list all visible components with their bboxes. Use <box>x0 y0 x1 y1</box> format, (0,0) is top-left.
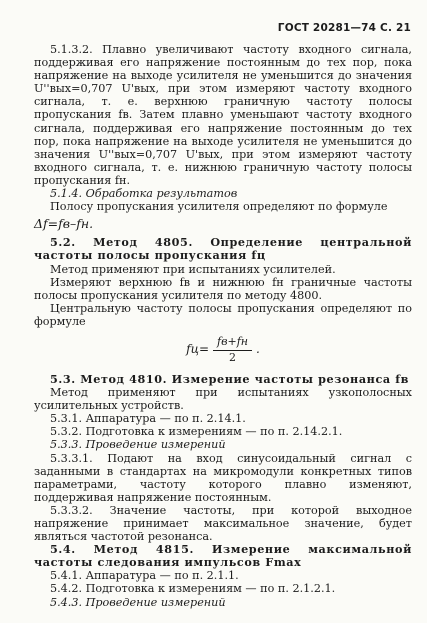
formula-denominator: 2 <box>229 350 237 364</box>
heading-5-4-3: 5.4.3. Проведение измерений <box>50 595 226 609</box>
heading-5-2: 5.2. Метод 4805. Определение центральной частоты полосы пропускания fц <box>34 235 412 263</box>
formula-bandwidth: Δf=fв–fн. <box>34 216 94 232</box>
heading-5-4: 5.4. Метод 4815. Измерение максимальной частоты следования импульсов Fmax <box>34 542 412 570</box>
paragraph-5-3-2: 5.3.2. Подготовка к измерениям — по п. 2.14.2.1. <box>50 425 343 439</box>
page-header: ГОСТ 20281—74 С. 21 <box>277 22 411 34</box>
paragraph-5-4-1: 5.4.1. Аппаратура — по п. 2.1.1. <box>50 569 239 583</box>
formula-fraction <box>213 335 252 365</box>
paragraph-bandwidth-formula-intro: Полосу пропускания усилителя определяют по формуле <box>50 200 388 214</box>
heading-5-3-3: 5.3.3. Проведение измерений <box>50 438 226 452</box>
paragraph-5-3-3-2: 5.3.3.2. Значение частоты, при которой выходное напряжение принимает максимальное значение, будет являться частотой резонанса. <box>34 503 412 544</box>
paragraph-5-2-usage: Метод применяют при испытаниях усилителей. <box>50 262 336 276</box>
heading-5-3: 5.3. Метод 4810. Измерение частоты резонанса fв <box>50 371 410 386</box>
paragraph-5-2-formula-intro: Центральную частоту полосы пропускания определяют по формуле <box>34 301 412 328</box>
paragraph-5-3-3-1: 5.3.3.1. Подают на вход синусоидальный сигнал с заданными в стандартах на микромодули конкретных типов параметрами, частоту которого плавно изменяют, поддерживая напряжение постоянным. <box>34 451 412 504</box>
formula-numerator: fв+fн <box>213 335 252 351</box>
paragraph-5-4-2: 5.4.2. Подготовка к измерениям — по п. 2.1.2.1. <box>50 582 336 596</box>
paragraph-5-1-3-2: 5.1.3.2. Плавно увеличивают частоту входного сигнала, поддерживая его напряжение постоянным до тех пор, пока напряжение на выходе усилителя не уменьшится до значения U''вых=0,707 U'вых, при этом измеряют частоту входного сигнала, т. е. верхнюю граничную частоту полосы пропускания fв. Затем плавно уменьшают частоту входного сигнала, поддерживая его напряжение постоянным до тех пор, пока напряжение на выходе усилителя не уменьшится до значения U''вых=0,707 U'вых, при этом измеряют частоту входного сигнала, т. е. нижнюю граничную частоту полосы пропускания fн. <box>34 43 412 187</box>
paragraph-5-2-measure: Измеряют верхнюю fв и нижнюю fн граничные частоты полосы пропускания усилителя по методу 4800. <box>34 275 412 302</box>
page-body <box>34 43 412 609</box>
paragraph-5-3-1: 5.3.1. Аппаратура — по п. 2.14.1. <box>50 412 246 426</box>
formula-end: . <box>256 342 260 357</box>
paragraph-5-3-usage: Метод применяют при испытаниях узкополосных усилительных устройств. <box>34 386 412 413</box>
heading-5-1-4: 5.1.4. Обработка результатов <box>50 187 238 201</box>
formula-center-frequency <box>34 335 412 365</box>
formula-lhs: fц= <box>186 342 210 357</box>
